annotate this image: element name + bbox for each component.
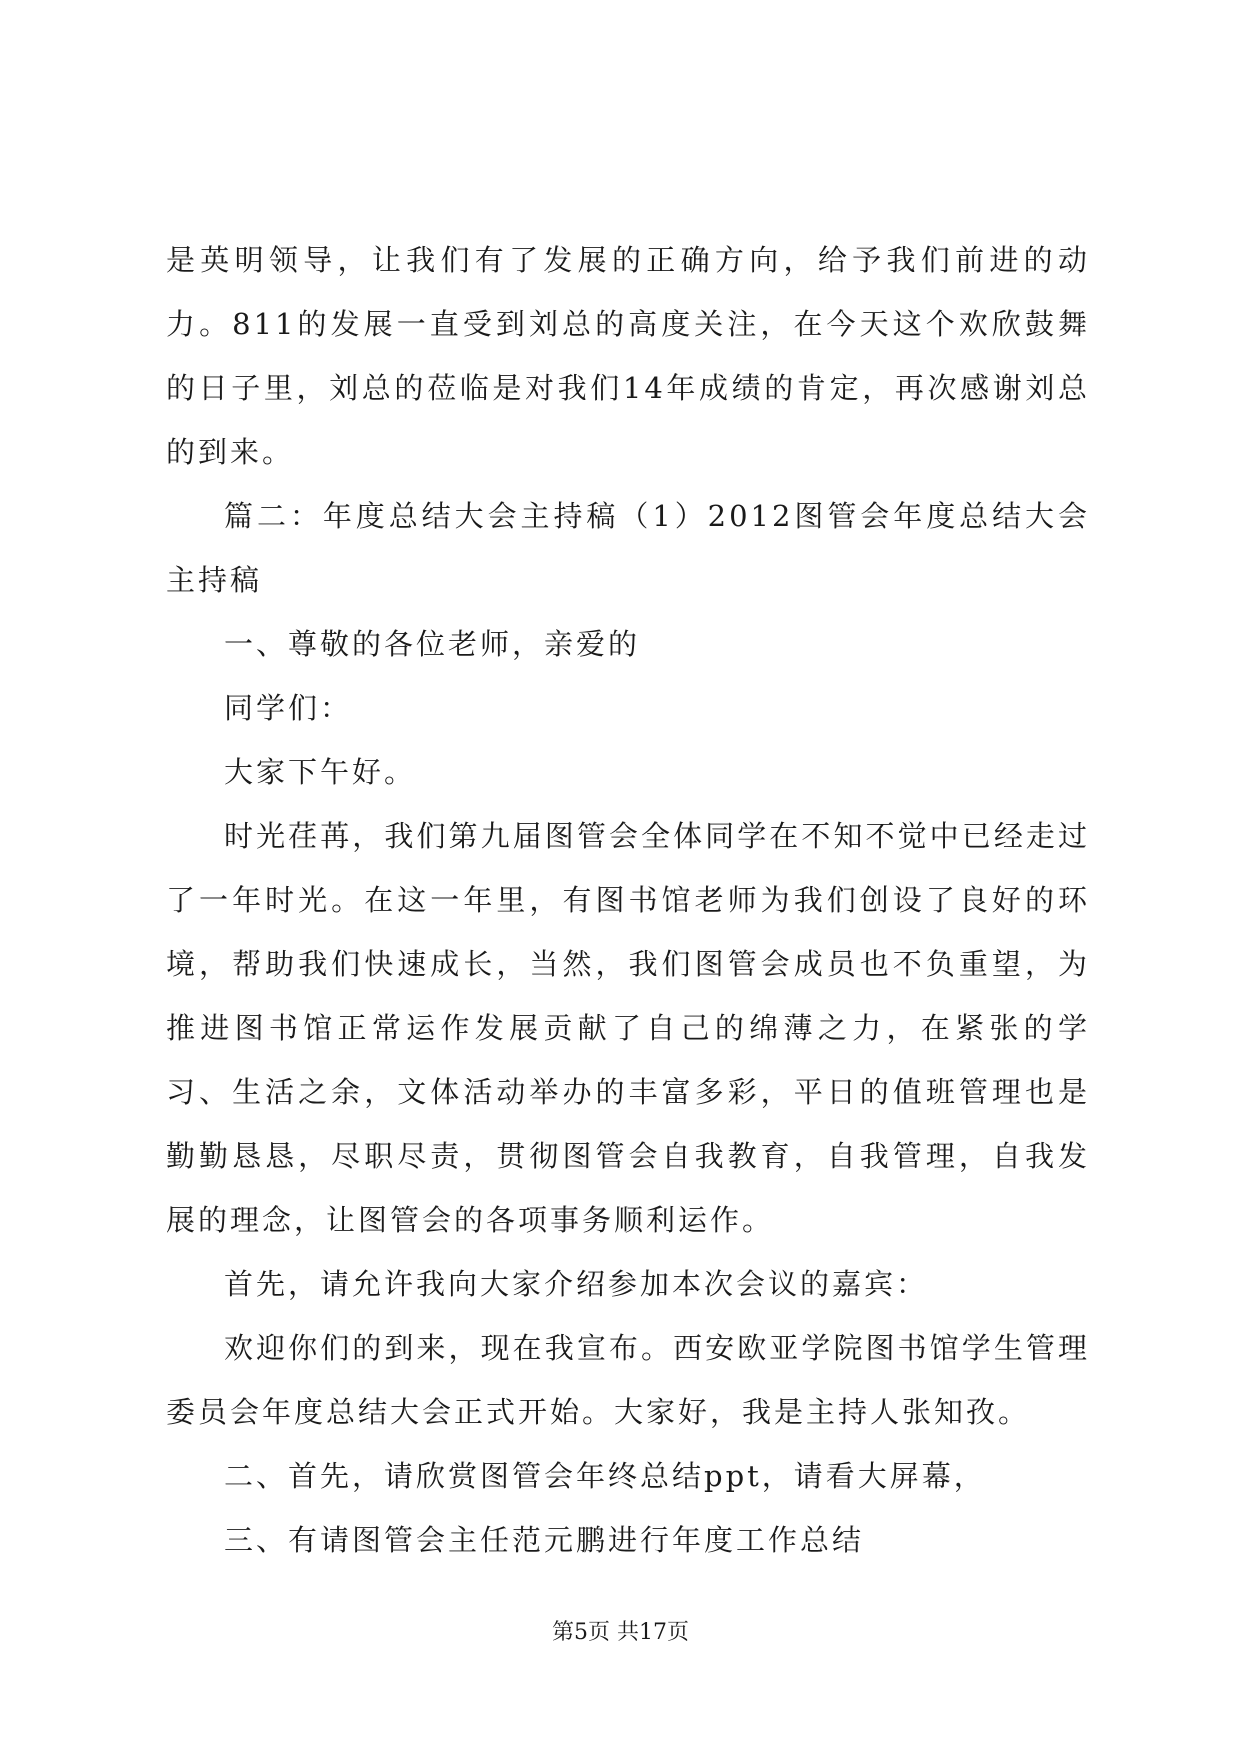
paragraph-3: 一、尊敬的各位老师，亲爱的 [224, 627, 641, 661]
paragraph-7: 首先，请允许我向大家介绍参加本次会议的嘉宾： [224, 1267, 929, 1301]
paragraph-1: 是英明领导，让我们有了发展的正确方向，给予我们前进的动力。811的发展一直受到刘总的高度关注，在今天这个欢欣鼓舞的日子里，刘总的莅临是对我们14年成绩的肯定，再次感谢刘总的到来。 [166, 243, 1090, 469]
paragraph-9: 二、首先，请欣赏图管会年终总结ppt，请看大屏幕， [224, 1459, 986, 1493]
paragraph-4: 同学们： [224, 691, 353, 725]
paragraph-8: 欢迎你们的到来，现在我宣布。西安欧亚学院图书馆学生管理委员会年度总结大会正式开始。大家好，我是主持人张知孜。 [166, 1331, 1090, 1429]
paragraph-10: 三、有请图管会主任范元鹏进行年度工作总结 [224, 1523, 865, 1557]
paragraph-2: 篇二：年度总结大会主持稿（1）2012图管会年度总结大会主持稿 [166, 499, 1090, 597]
document-body [166, 228, 1090, 1572]
paragraph-5: 大家下午好。 [224, 755, 417, 789]
page-number-footer: 第5页 共17页 [552, 1620, 689, 1645]
paragraph-6: 时光荏苒，我们第九届图管会全体同学在不知不觉中已经走过了一年时光。在这一年里，有图书馆老师为我们创设了良好的环境，帮助我们快速成长，当然，我们图管会成员也不负重望，为推进图书馆正常运作发展贡献了自己的绵薄之力，在紧张的学习、生活之余，文体活动举办的丰富多彩，平日的值班管理也是勤勤恳恳，尽职尽责，贯彻图管会自我教育，自我管理，自我发展的理念，让图管会的各项事务顺利运作。 [166, 819, 1090, 1237]
